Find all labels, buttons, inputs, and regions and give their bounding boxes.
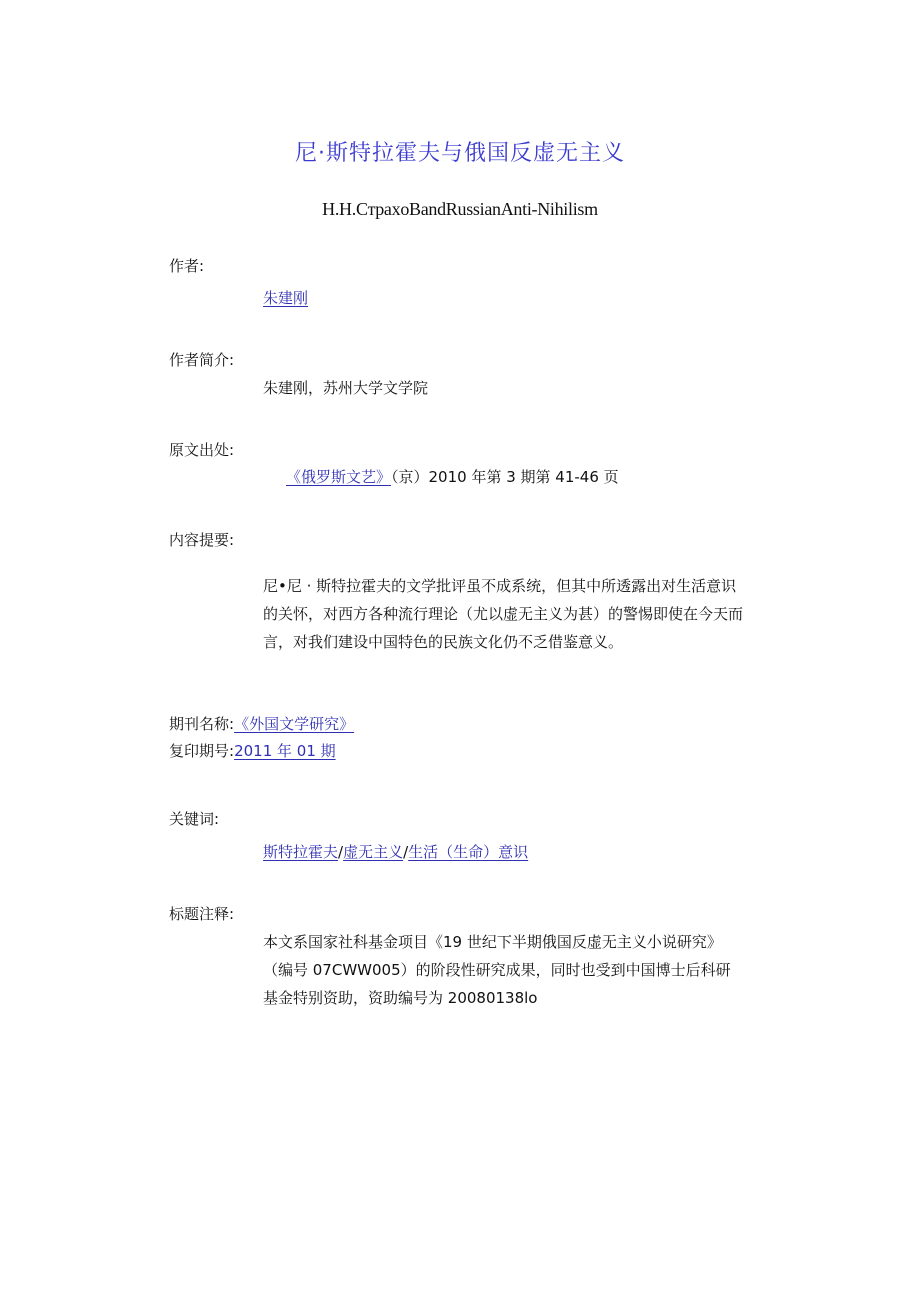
keywords-label: 关键词:: [169, 810, 220, 828]
author-bio-text: 朱建刚，苏州大学文学院: [263, 379, 429, 397]
keyword-link[interactable]: 虚无主义: [343, 843, 404, 861]
keyword-link[interactable]: 生活（生命）意识: [408, 843, 529, 861]
title-note-line: （编号 07CWW005）的阶段性研究成果，同时也受到中国博士后科研: [263, 961, 731, 979]
source-label: 原文出处:: [169, 441, 235, 459]
source-journal-link[interactable]: 《俄罗斯文艺》: [286, 468, 392, 486]
abstract-text: [263, 572, 763, 656]
title-note-text: [263, 928, 763, 1012]
title-note-line: 本文系国家社科基金项目《19 世纪下半期俄国反虚无主义小说研究》: [263, 933, 722, 951]
keyword-separator: /: [338, 843, 344, 861]
reprint-label: 复印期号:: [169, 742, 235, 760]
author-label: 作者:: [169, 257, 205, 275]
reprint-row: [169, 740, 336, 761]
english-subtitle: H.H.CтpaxoBandRussianAnti-Nihilism: [322, 199, 598, 219]
abstract-label: 内容提要:: [169, 531, 235, 549]
abstract-line: 尼•尼 · 斯特拉霍夫的文学批评虽不成系统，但其中所透露出对生活意识: [263, 577, 737, 595]
keyword-link[interactable]: 斯特拉霍夫: [263, 843, 339, 861]
abstract-line: 言，对我们建设中国特色的民族文化仍不乏借鉴意义。: [263, 633, 624, 651]
source-line: [286, 466, 619, 487]
periodical-row: [169, 713, 354, 734]
source-details: （京）2010 年第 3 期第 41-46 页: [391, 468, 619, 486]
reprint-issue-link[interactable]: 2011 年 01 期: [234, 742, 336, 760]
author-link[interactable]: 朱建刚: [263, 289, 309, 307]
keywords-list: [263, 841, 528, 862]
periodical-label: 期刊名称:: [169, 715, 235, 733]
author-bio-label: 作者简介:: [169, 351, 235, 369]
abstract-line: 的关怀，对西方各种流行理论（尤以虚无主义为甚）的警惕即使在今天而: [263, 605, 744, 623]
title-note-line: 基金特别资助，资助编号为 20080138lo: [263, 989, 538, 1007]
page-title: 尼·斯特拉霍夫与俄国反虚无主义: [295, 141, 625, 166]
title-note-label: 标题注释:: [169, 905, 235, 923]
periodical-link[interactable]: 《外国文学研究》: [234, 715, 355, 733]
keyword-separator: /: [403, 843, 409, 861]
